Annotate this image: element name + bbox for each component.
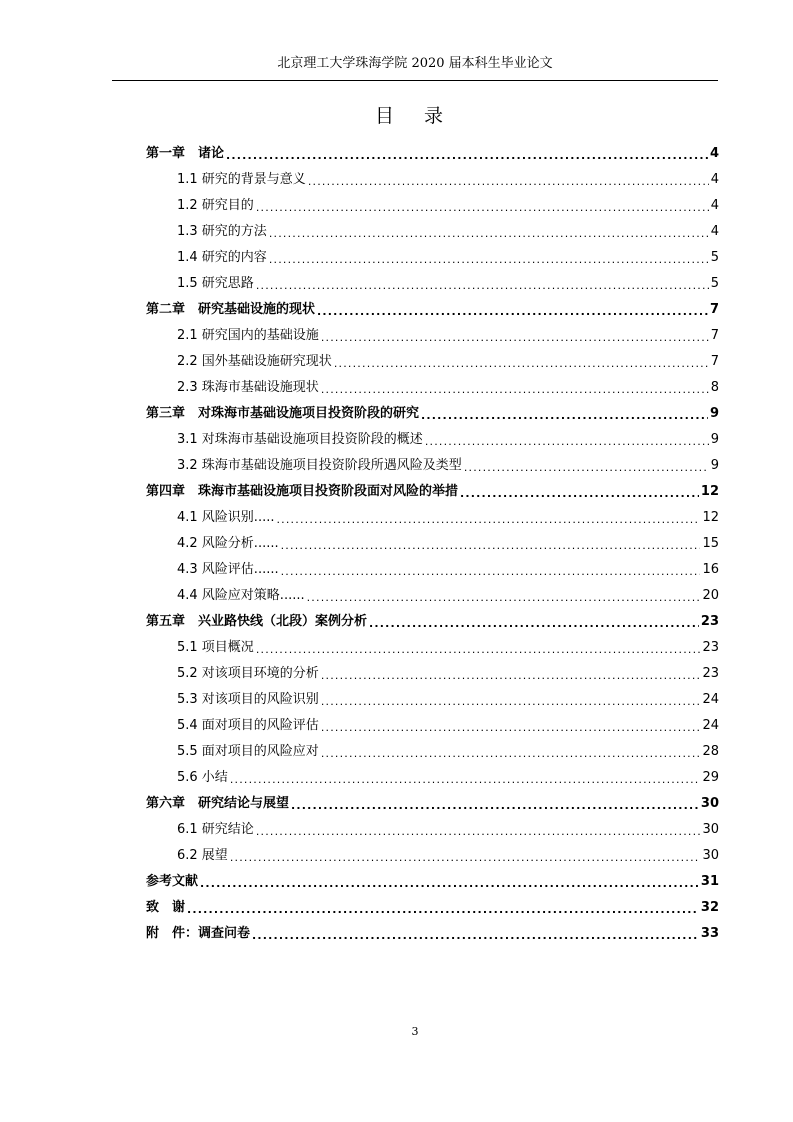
toc-section-entry[interactable] bbox=[146, 839, 719, 865]
toc-chapter-entry[interactable] bbox=[146, 397, 719, 423]
toc-section-entry[interactable] bbox=[146, 215, 719, 241]
toc-entry-title: 4.2 风险分析...... bbox=[177, 536, 279, 551]
toc-section-entry[interactable] bbox=[146, 189, 719, 215]
toc-entry-page: 23 bbox=[702, 640, 719, 655]
toc-dot-leader bbox=[256, 197, 709, 215]
header-divider bbox=[112, 80, 718, 81]
toc-entry-page: 7 bbox=[710, 328, 719, 343]
toc-entry-title: 2.3 珠海市基础设施现状 bbox=[177, 380, 319, 395]
toc-section-entry[interactable] bbox=[146, 163, 719, 189]
toc-dot-leader bbox=[321, 327, 709, 345]
toc-dot-leader bbox=[226, 145, 708, 163]
toc-entry-page: 23 bbox=[700, 614, 719, 629]
toc-entry-page: 31 bbox=[700, 874, 719, 889]
toc-dot-leader bbox=[269, 223, 709, 241]
toc-entry-title: 第三章 对珠海市基础设施项目投资阶段的研究 bbox=[146, 406, 420, 421]
toc-entry-title: 1.2 研究目的 bbox=[177, 198, 254, 213]
toc-dot-leader bbox=[276, 509, 700, 527]
running-header: 北京理工大学珠海学院 2020 届本科生毕业论文 bbox=[277, 56, 553, 71]
toc-entry-page: 4 bbox=[709, 146, 719, 161]
toc-entry-title: 第五章 兴业路快线（北段）案例分析 bbox=[146, 614, 368, 629]
toc-section-entry[interactable] bbox=[146, 371, 719, 397]
toc-chapter-entry[interactable] bbox=[146, 787, 719, 813]
toc-entry-title: 5.2 对该项目环境的分析 bbox=[177, 666, 319, 681]
toc-entry-page: 9 bbox=[710, 432, 719, 447]
toc-entry-title: 4.1 风险识别..... bbox=[177, 510, 275, 525]
toc-dot-leader bbox=[321, 743, 701, 761]
toc-entry-page: 15 bbox=[702, 536, 719, 551]
toc-entry-page: 7 bbox=[710, 354, 719, 369]
toc-dot-leader bbox=[321, 717, 701, 735]
toc-entry-page: 24 bbox=[702, 718, 719, 733]
toc-dot-leader bbox=[464, 457, 709, 475]
toc-entry-page: 30 bbox=[702, 822, 719, 837]
toc-entry-page: 32 bbox=[700, 900, 719, 915]
toc-entry-page: 4 bbox=[710, 224, 719, 239]
toc-entry-title: 第二章 研究基础设施的现状 bbox=[146, 302, 316, 317]
toc-dot-leader bbox=[200, 873, 699, 891]
toc-entry-page: 24 bbox=[702, 692, 719, 707]
toc-section-entry[interactable] bbox=[146, 735, 719, 761]
toc-entry-page: 30 bbox=[702, 848, 719, 863]
toc-entry-title: 4.4 风险应对策略...... bbox=[177, 588, 305, 603]
toc-dot-leader bbox=[256, 639, 701, 657]
toc-dot-leader bbox=[460, 483, 699, 501]
toc-section-entry[interactable] bbox=[146, 319, 719, 345]
toc-dot-leader bbox=[321, 691, 701, 709]
toc-entry-title: 5.4 面对项目的风险评估 bbox=[177, 718, 319, 733]
toc-section-entry[interactable] bbox=[146, 813, 719, 839]
toc-entry-title: 1.5 研究思路 bbox=[177, 276, 254, 291]
toc-chapter-entry[interactable] bbox=[146, 293, 719, 319]
toc-entry-title: 6.1 研究结论 bbox=[177, 822, 254, 837]
toc-entry-page: 29 bbox=[702, 770, 719, 785]
toc-entry-page: 9 bbox=[710, 458, 719, 473]
toc-dot-leader bbox=[269, 249, 709, 267]
toc-entry-page: 8 bbox=[710, 380, 719, 395]
toc-entry-title: 3.2 珠海市基础设施项目投资阶段所遇风险及类型 bbox=[177, 458, 462, 473]
toc-chapter-entry[interactable] bbox=[146, 865, 719, 891]
toc-entry-page: 5 bbox=[710, 250, 719, 265]
toc-dot-leader bbox=[291, 795, 699, 813]
toc-entry-page: 20 bbox=[702, 588, 719, 603]
toc-entry-page: 5 bbox=[710, 276, 719, 291]
toc-chapter-entry[interactable] bbox=[146, 891, 719, 917]
table-of-contents bbox=[146, 137, 719, 943]
toc-section-entry[interactable] bbox=[146, 501, 719, 527]
toc-entry-page: 33 bbox=[700, 926, 719, 941]
toc-dot-leader bbox=[317, 301, 708, 319]
toc-section-entry[interactable] bbox=[146, 345, 719, 371]
toc-entry-page: 12 bbox=[702, 510, 719, 525]
toc-entry-title: 5.3 对该项目的风险识别 bbox=[177, 692, 319, 707]
toc-entry-title: 附 件：调查问卷 bbox=[146, 926, 251, 941]
toc-section-entry[interactable] bbox=[146, 423, 719, 449]
toc-entry-page: 30 bbox=[700, 796, 719, 811]
toc-section-entry[interactable] bbox=[146, 553, 719, 579]
toc-chapter-entry[interactable] bbox=[146, 137, 719, 163]
page-number: 3 bbox=[411, 1025, 419, 1038]
toc-section-entry[interactable] bbox=[146, 657, 719, 683]
toc-entry-title: 第一章 诸论 bbox=[146, 146, 225, 161]
toc-entry-page: 23 bbox=[702, 666, 719, 681]
toc-entry-title: 5.5 面对项目的风险应对 bbox=[177, 744, 319, 759]
toc-entry-page: 28 bbox=[702, 744, 719, 759]
toc-dot-leader bbox=[425, 431, 709, 449]
toc-entry-title: 3.1 对珠海市基础设施项目投资阶段的概述 bbox=[177, 432, 423, 447]
toc-section-entry[interactable] bbox=[146, 631, 719, 657]
toc-entry-title: 6.2 展望 bbox=[177, 848, 228, 863]
toc-section-entry[interactable] bbox=[146, 579, 719, 605]
toc-entry-page: 4 bbox=[710, 198, 719, 213]
toc-dot-leader bbox=[321, 665, 701, 683]
toc-entry-page: 12 bbox=[700, 484, 719, 499]
toc-entry-title: 参考文献 bbox=[146, 874, 199, 889]
toc-section-entry[interactable] bbox=[146, 527, 719, 553]
toc-dot-leader bbox=[187, 899, 699, 917]
toc-dot-leader bbox=[334, 353, 709, 371]
toc-dot-leader bbox=[230, 847, 701, 865]
toc-entry-title: 1.1 研究的背景与意义 bbox=[177, 172, 306, 187]
toc-entry-title: 第四章 珠海市基础设施项目投资阶段面对风险的举措 bbox=[146, 484, 459, 499]
toc-entry-page: 9 bbox=[709, 406, 719, 421]
toc-dot-leader bbox=[421, 405, 708, 423]
toc-dot-leader bbox=[230, 769, 701, 787]
toc-dot-leader bbox=[252, 925, 699, 943]
toc-entry-page: 4 bbox=[710, 172, 719, 187]
toc-dot-leader bbox=[256, 821, 701, 839]
toc-section-entry[interactable] bbox=[146, 241, 719, 267]
toc-dot-leader bbox=[307, 587, 701, 605]
toc-dot-leader bbox=[321, 379, 709, 397]
toc-entry-title: 2.1 研究国内的基础设施 bbox=[177, 328, 319, 343]
toc-section-entry[interactable] bbox=[146, 683, 719, 709]
toc-entry-title: 致 谢 bbox=[146, 900, 186, 915]
toc-entry-title: 2.2 国外基础设施研究现状 bbox=[177, 354, 332, 369]
toc-title: 目 录 bbox=[374, 105, 456, 127]
toc-section-entry[interactable] bbox=[146, 761, 719, 787]
toc-dot-leader bbox=[369, 613, 699, 631]
toc-dot-leader bbox=[256, 275, 709, 293]
toc-chapter-entry[interactable] bbox=[146, 475, 719, 501]
toc-entry-title: 第六章 研究结论与展望 bbox=[146, 796, 290, 811]
toc-entry-title: 5.6 小结 bbox=[177, 770, 228, 785]
toc-chapter-entry[interactable] bbox=[146, 605, 719, 631]
toc-section-entry[interactable] bbox=[146, 267, 719, 293]
toc-entry-title: 4.3 风险评估...... bbox=[177, 562, 279, 577]
toc-dot-leader bbox=[281, 535, 701, 553]
toc-entry-title: 1.3 研究的方法 bbox=[177, 224, 267, 239]
toc-dot-leader bbox=[308, 171, 709, 189]
toc-chapter-entry[interactable] bbox=[146, 917, 719, 943]
toc-section-entry[interactable] bbox=[146, 449, 719, 475]
toc-entry-page: 7 bbox=[709, 302, 719, 317]
toc-section-entry[interactable] bbox=[146, 709, 719, 735]
toc-entry-title: 1.4 研究的内容 bbox=[177, 250, 267, 265]
toc-dot-leader bbox=[281, 561, 701, 579]
toc-entry-page: 16 bbox=[702, 562, 719, 577]
toc-entry-title: 5.1 项目概况 bbox=[177, 640, 254, 655]
